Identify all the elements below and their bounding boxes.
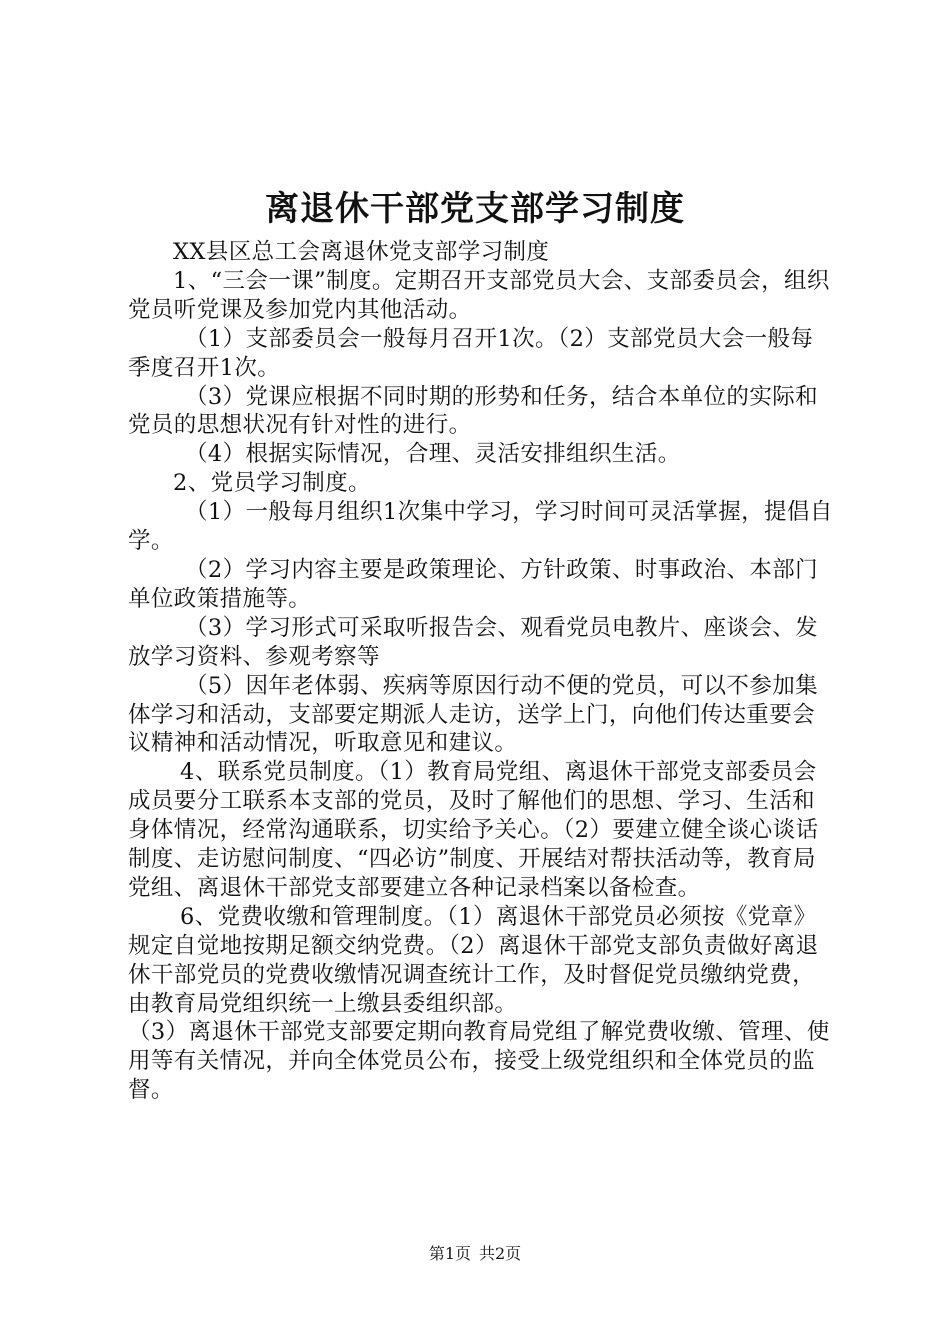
paragraph-item: （4）根据实际情况，合理、灵活安排组织生活。: [185, 441, 681, 468]
page-number-total: 共2页: [479, 1244, 522, 1263]
paragraph-item: （1）支部委员会一般每月召开1次。（2）支部党员大会一般每季度召开1次。: [128, 325, 814, 381]
paragraph-item: （3）党课应根据不同时期的形势和任务，结合本单位的实际和党员的思想状况有针对性的进行。: [128, 383, 819, 439]
paragraph-item: （3）离退休干部党支部要定期向教育局党组了解党费收缴、管理、使用等有关情况，并向全体党员公布，接受上级党组织和全体党员的监督。: [128, 1019, 830, 1104]
paragraph-section-4: 4、联系党员制度。（1）教育局党组、离退休干部党支部委员会成员要分工联系本支部的党员，及时了解他们的思想、学习、生活和身体情况，经常沟通联系，切实给予关心。（2）要建立健全谈心谈话制度、走访慰问制度、“四必访”制度、开展结对帮扶活动等，教育局党组、离退休干部党支部要建立各种记录档案以备检查。: [128, 759, 819, 901]
paragraph-section-2: 2、党员学习制度。: [173, 470, 371, 497]
document-title: 离退休干部党支部学习制度: [265, 189, 685, 229]
paragraph-item: （3）学习形式可采取听报告会、观看党员电教片、座谈会、发放学习资料、参观考察等: [128, 614, 819, 670]
paragraph-section-6: 6、党费收缴和管理制度。（1）离退休干部党员必须按《党章》规定自觉地按期足额交纳党费。（2）离退休干部党支部负责做好离退休干部党员的党费收缴情况调查统计工作，及时督促党员缴纳党费，由教育局党组织统一上缴县委组织部。: [128, 903, 819, 1017]
paragraph-subtitle: XX县区总工会离退休党支部学习制度: [173, 239, 550, 265]
paragraph-item: （5）因年老体弱、疾病等原因行动不便的党员，可以不参加集体学习和活动，支部要定期派人走访，送学上门，向他们传达重要会议精神和活动情况，听取意见和建议。: [128, 672, 819, 757]
paragraph-item: （1）一般每月组织1次集中学习，学习时间可灵活掌握，提倡自学。: [128, 499, 833, 555]
paragraph-section-1: 1、“三会一课”制度。定期召开支部党员大会、支部委员会，组织党员听党课及参加党内其他活动。: [128, 267, 830, 323]
document-body: [128, 238, 836, 1105]
page-number-current: 第1页: [428, 1244, 471, 1263]
paragraph-item: （2）学习内容主要是政策理论、方针政策、时事政治、本部门单位政策措施等。: [128, 556, 819, 612]
page-footer: [0, 1243, 950, 1265]
